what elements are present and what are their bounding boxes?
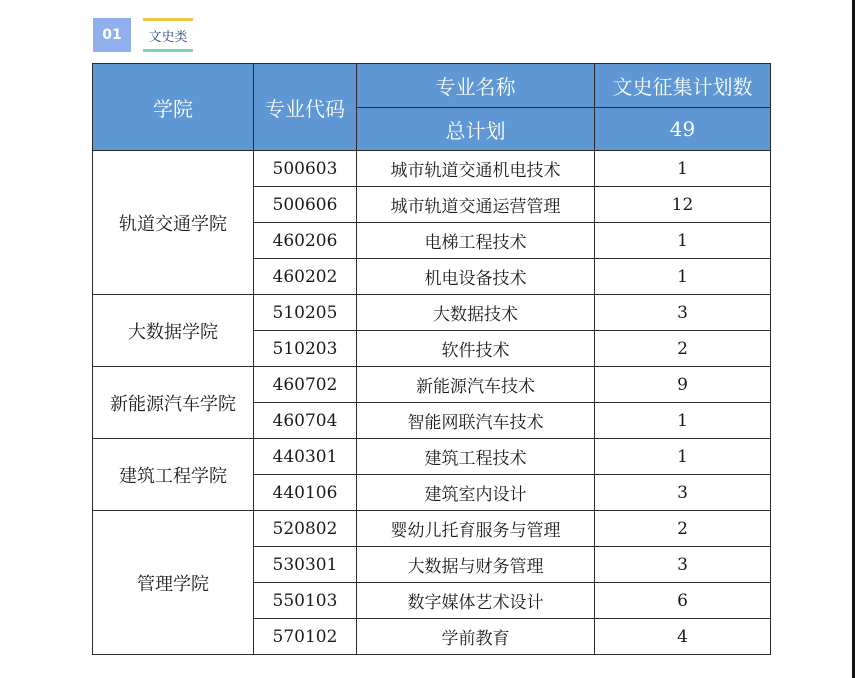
- major-code-cell: 460206: [254, 223, 357, 259]
- table-row: [93, 511, 771, 547]
- total-value: 49: [595, 108, 771, 151]
- section-number-badge: 01: [93, 18, 131, 52]
- major-code-cell: 510205: [254, 295, 357, 331]
- college-cell: 建筑工程学院: [93, 439, 254, 511]
- major-code-cell: 570102: [254, 619, 357, 655]
- plan-count-cell: 1: [595, 259, 771, 295]
- major-code-cell: 460702: [254, 367, 357, 403]
- enrollment-plan-table: [92, 63, 771, 655]
- major-name-cell: 建筑工程技术: [357, 439, 595, 475]
- table-row: [93, 151, 771, 187]
- header-major: 专业名称: [357, 64, 595, 108]
- header-plan: 文史征集计划数: [595, 64, 771, 108]
- plan-count-cell: 3: [595, 475, 771, 511]
- plan-count-cell: 3: [595, 547, 771, 583]
- major-code-cell: 500603: [254, 151, 357, 187]
- table-row: [93, 295, 771, 331]
- major-name-cell: 婴幼儿托育服务与管理: [357, 511, 595, 547]
- page-right-border: [852, 0, 855, 678]
- major-name-cell: 软件技术: [357, 331, 595, 367]
- major-name-cell: 电梯工程技术: [357, 223, 595, 259]
- major-name-cell: 新能源汽车技术: [357, 367, 595, 403]
- major-name-cell: 学前教育: [357, 619, 595, 655]
- major-name-cell: 建筑室内设计: [357, 475, 595, 511]
- major-name-cell: 机电设备技术: [357, 259, 595, 295]
- plan-count-cell: 1: [595, 151, 771, 187]
- plan-count-cell: 2: [595, 511, 771, 547]
- total-label: 总计划: [357, 108, 595, 151]
- plan-count-cell: 2: [595, 331, 771, 367]
- major-code-cell: 440106: [254, 475, 357, 511]
- plan-count-cell: 12: [595, 187, 771, 223]
- major-code-cell: 500606: [254, 187, 357, 223]
- major-code-cell: 460704: [254, 403, 357, 439]
- major-name-cell: 大数据与财务管理: [357, 547, 595, 583]
- header-row: [93, 64, 771, 108]
- major-name-cell: 城市轨道交通运营管理: [357, 187, 595, 223]
- college-cell: 大数据学院: [93, 295, 254, 367]
- major-code-cell: 520802: [254, 511, 357, 547]
- table-row: [93, 367, 771, 403]
- major-name-cell: 智能网联汽车技术: [357, 403, 595, 439]
- major-code-cell: 440301: [254, 439, 357, 475]
- header-code: 专业代码: [254, 64, 357, 151]
- section-title: 文史类: [143, 18, 193, 52]
- plan-count-cell: 6: [595, 583, 771, 619]
- major-code-cell: 510203: [254, 331, 357, 367]
- major-code-cell: 460202: [254, 259, 357, 295]
- plan-count-cell: 1: [595, 223, 771, 259]
- header-college: 学院: [93, 64, 254, 151]
- major-code-cell: 550103: [254, 583, 357, 619]
- college-cell: 轨道交通学院: [93, 151, 254, 295]
- major-name-cell: 数字媒体艺术设计: [357, 583, 595, 619]
- plan-count-cell: 3: [595, 295, 771, 331]
- major-name-cell: 城市轨道交通机电技术: [357, 151, 595, 187]
- table-row: [93, 439, 771, 475]
- plan-count-cell: 9: [595, 367, 771, 403]
- major-name-cell: 大数据技术: [357, 295, 595, 331]
- plan-count-cell: 1: [595, 439, 771, 475]
- major-code-cell: 530301: [254, 547, 357, 583]
- plan-count-cell: 1: [595, 403, 771, 439]
- college-cell: 新能源汽车学院: [93, 367, 254, 439]
- college-cell: 管理学院: [93, 511, 254, 655]
- plan-count-cell: 4: [595, 619, 771, 655]
